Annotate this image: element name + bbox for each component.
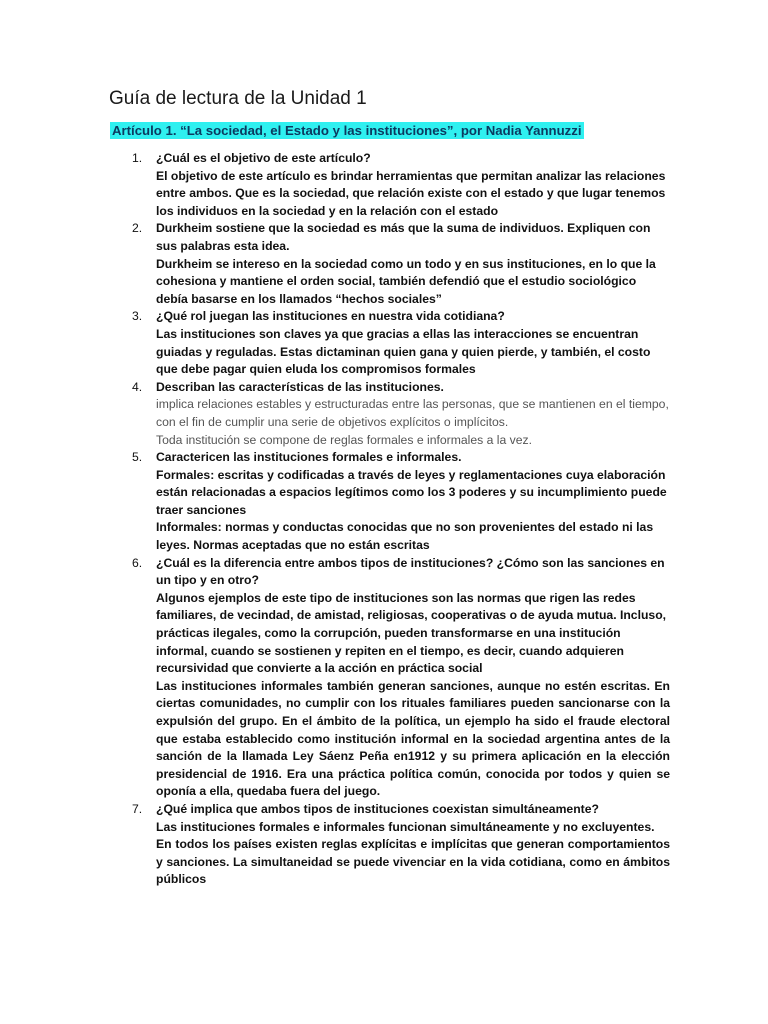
answer-text: Las instituciones informales también generan sanciones, aunque no estén escritas. En ciertas comunidades, no cumplir con los rituales familiares pueden sancionarse con la expulsión del grupo. En el ámbito de la política, un ejemplo ha sido el fraude electoral que estaba establecido como institución informal en la sociedad argentina antes de la sanción de la llamada Ley Sáenz Peña en1912 y su primera aplicación en la elección presidencial de 1916. Era una práctica política común, conocida por todos y quien se oponía a ella, quedaba fuera del juego. — [156, 678, 670, 799]
question-list — [110, 150, 670, 889]
question-item-2 — [110, 220, 670, 308]
question-text: ¿Cuál es el objetivo de este artículo? — [156, 151, 371, 165]
question-number: 5. — [132, 450, 143, 465]
answer-text: En todos los países existen reglas explícitas e implícitas que generan comportamientos y sanciones. La simultaneidad se puede vivenciar en la vida cotidiana, como en ámbitos públicos — [156, 837, 670, 887]
question-text: Describan las características de las instituciones. — [156, 379, 444, 394]
question-number: 4. — [132, 379, 143, 394]
question-number: 1. — [132, 151, 143, 165]
question-item-1 — [110, 150, 670, 220]
page-title: Guía de lectura de la Unidad 1 — [109, 88, 367, 109]
question-text: Durkheim sostiene que la sociedad es más que la suma de individuos. Expliquen con sus palabras esta idea. — [156, 221, 651, 253]
question-number: 2. — [132, 221, 143, 236]
question-text: ¿Cuál es la diferencia entre ambos tipos de instituciones? ¿Cómo son las sanciones en un tipo y en otro? — [156, 555, 665, 588]
question-item-4 — [110, 379, 670, 449]
question-item-3 — [110, 308, 670, 378]
answer-text: implica relaciones estables y estructuradas entre las personas, que se mantienen en el tiempo, con el fin de cumplir una serie de objetivos explícitos o implícitos. — [156, 397, 669, 429]
answer-text: Durkheim se intereso en la sociedad como un todo y en sus instituciones, en lo que la cohesiona y mantiene el orden social, también defendió que el estudio sociológico debía basarse en los llamados “hechos sociales” — [156, 256, 656, 306]
question-item-7 — [110, 801, 670, 889]
answer-text: El objetivo de este artículo es brindar herramientas que permitan analizar las relaciones entre ambos. Que es la sociedad, que relación existe con el estado y que lugar tenemos los individuos en la sociedad y en la relación con el estado — [156, 168, 666, 218]
question-item-5 — [110, 449, 670, 555]
answer-text: Formales: escritas y codificadas a través de leyes y reglamentaciones cuya elaboración están relacionadas a espacios legítimos como los 3 poderes y su incumplimiento puede traer sanciones — [156, 467, 667, 517]
question-number: 3. — [132, 309, 143, 324]
answer-text: Toda institución se compone de reglas formales e informales a la vez. — [156, 432, 532, 447]
answer-text: Informales: normas y conductas conocidas que no son provenientes del estado ni las leyes. Normas aceptadas que no están escritas — [156, 520, 654, 553]
question-text: Caractericen las instituciones formales e informales. — [156, 450, 462, 465]
question-item-6 — [110, 555, 670, 801]
question-text: ¿Qué rol juegan las instituciones en nuestra vida cotidiana? — [156, 309, 505, 324]
article-heading: Artículo 1. “La sociedad, el Estado y las instituciones”, por Nadia Yannuzzi — [112, 123, 582, 138]
question-number: 6. — [132, 555, 143, 570]
answer-text: Las instituciones formales e informales funcionan simultáneamente y no excluyentes. — [156, 819, 655, 834]
answer-text: Las instituciones son claves ya que gracias a ellas las interacciones se encuentran guiadas y reguladas. Estas dictaminan quien gana y quien pierde, y también, el costo que debe pagar quien eluda los compromisos formales — [156, 326, 651, 377]
question-number: 7. — [132, 801, 143, 816]
question-text: ¿Qué implica que ambos tipos de instituciones coexistan simultáneamente? — [156, 801, 599, 816]
answer-text: Algunos ejemplos de este tipo de instituciones son las normas que rigen las redes familiares, de vecindad, de amistad, religiosas, cooperativas o de ayuda mutua. Incluso, prácticas ilegales, como la corrupción, pueden transformarse en una institución informal, cuando se sostienen y repiten en el tiempo, es decir, cuando adquieren recursividad que convierte a la acción en práctica social — [156, 590, 667, 676]
